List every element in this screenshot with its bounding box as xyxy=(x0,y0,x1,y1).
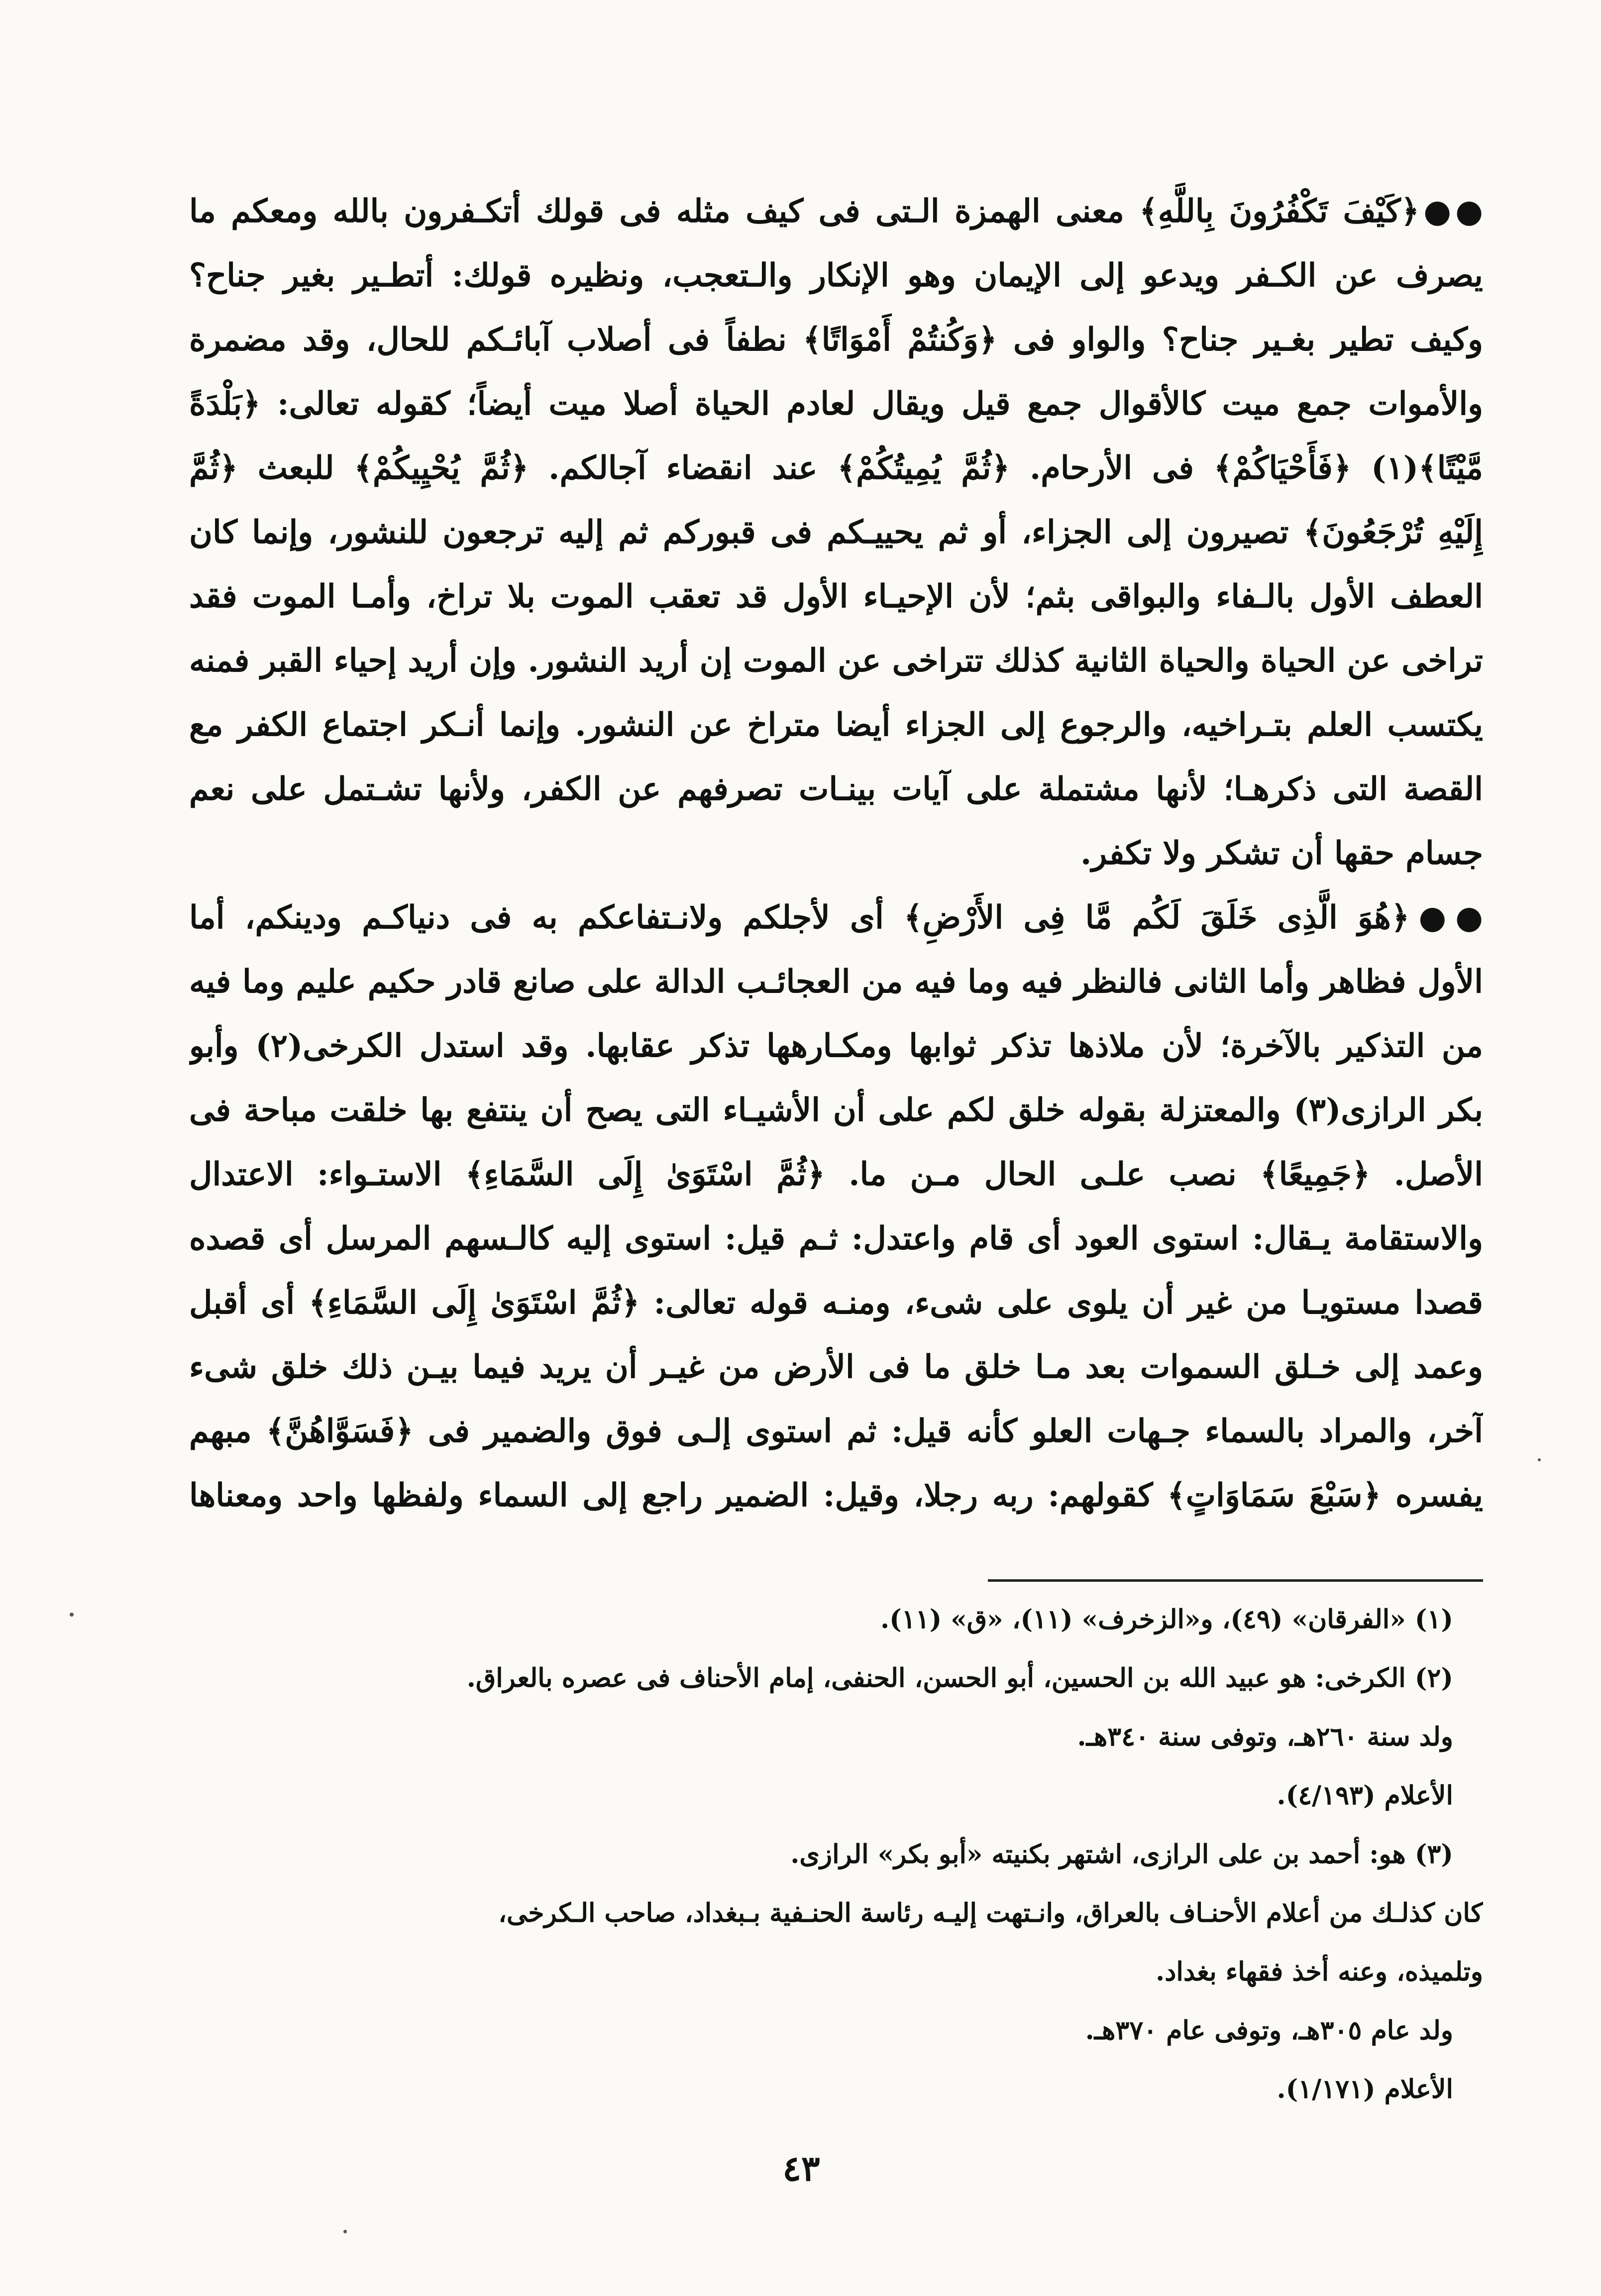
text-line: القصة التى ذكرهـا؛ لأنها مشتملة على آيات بينـات تصرفهم عن الكفر، ولأنها تشـتمل على نعم xyxy=(189,770,1483,808)
footnote-line: ولد سنة ٢٦٠هـ، وتوفى سنة ٣٤٠هـ. xyxy=(1077,1722,1453,1752)
text-line: قصدا مستويـا من غير أن يلوى على شىء، ومنـه قوله تعالى: ﴿ثُمَّ اسْتَوَىٰ إِلَى السَّمَاءِ﴾ أى أقبل xyxy=(189,1284,1483,1321)
text-line: يصرف عن الكـفر ويدعو إلى الإيمان وهو الإنكار والـتعجب، ونظيره قولك: أتطـير بغير جناح؟ xyxy=(189,257,1483,294)
text-line: والأموات جمع ميت كالأقوال جمع قيل ويقال لعادم الحياة أصلا ميت أيضاً؛ كقوله تعالى: ﴿بَلْدَةً xyxy=(189,385,1483,423)
footnote-line: (٢) الكرخى: هو عبيد الله بن الحسين، أبو الحسن، الحنفى، إمام الأحناف فى عصره بالعراق. xyxy=(466,1663,1453,1693)
footnote-line: وتلميذه، وعنه أخذ فقهاء بغداد. xyxy=(1156,1957,1483,1987)
text-line: يكتسب العلم بتـراخيه، والرجوع إلى الجزاء أيضا متراخ عن النشور. وإنما أنـكر اجتماع الكفر مع xyxy=(189,706,1483,744)
footnote-line: (٣) هو: أحمد بن على الرازى، اشتهر بكنيته «أبو بكر» الرازى. xyxy=(790,1839,1453,1869)
footnote-line: ولد عام ٣٠٥هـ، وتوفى عام ٣٧٠هـ. xyxy=(1085,2015,1453,2046)
footnote-line: الأعلام (٤/١٩٣). xyxy=(1277,1780,1453,1811)
scan-speck xyxy=(1538,1458,1541,1461)
paragraph-2 xyxy=(189,885,1483,1528)
paragraph-1 xyxy=(189,179,1483,885)
footnote-line: (١) «الفرقان» (٤٩)، و«الزخرف» (١١)، «ق» (١١). xyxy=(880,1604,1453,1635)
text-line: الأصل. ﴿جَمِيعًا﴾ نصب علـى الحال مـن ما. ﴿ثُمَّ اسْتَوَىٰ إِلَى السَّمَاءِ﴾ الاستـواء: الاعتدال xyxy=(189,1156,1483,1193)
page-number: ٤٣ xyxy=(782,2148,820,2189)
text-line: يفسره ﴿سَبْعَ سَمَاوَاتٍ﴾ كقولهم: ربه رجلا، وقيل: الضمير راجع إلى السماء ولفظها واحد ومعناها xyxy=(189,1477,1483,1514)
footnotes xyxy=(189,1590,1483,2119)
text-line: وكيف تطير بغـير جناح؟ والواو فى ﴿وَكُنتُمْ أَمْوَاتًا﴾ نطفاً فى أصلاب آبائـكم للحال، وقد مضمرة xyxy=(189,321,1483,358)
text-line: من التذكير بالآخرة؛ لأن ملاذها تذكر ثوابها ومكـارهها تذكر عقابها. وقد استدل الكرخى(٢) وأبو xyxy=(189,1027,1483,1065)
text-line: ●●﴿هُوَ الَّذِى خَلَقَ لَكُم مَّا فِى الأَرْضِ﴾ أى لأجلكم ولانـتفاعكم به فى دنياكـم ودينكم، أما xyxy=(189,899,1483,936)
footnote-line: كان كذلـك من أعلام الأحنـاف بالعراق، وانـتهت إليـه رئاسة الحنـفية بـبغداد، صاحب الـكرخى، xyxy=(498,1898,1483,1928)
scan-speck xyxy=(70,1613,74,1617)
text-line: مَّيْتًا﴾(١) ﴿فَأَحْيَاكُمْ﴾ فى الأرحام. ﴿ثُمَّ يُمِيتُكُمْ﴾ عند انقضاء آجالكم. ﴿ثُمَّ يُحْيِيكُمْ﴾ للبعث ﴿ثُمَّ xyxy=(189,449,1483,487)
text-line-last: جسام حقها أن تشكر ولا تكفر. xyxy=(1080,835,1483,872)
text-line: بكر الرازى(٣) والمعتزلة بقوله خلق لكم على أن الأشيـاء التى يصح أن ينتفع بها خلقت مباحة فى xyxy=(189,1092,1483,1129)
text-line: وعمد إلى خـلق السموات بعد مـا خلق ما فى الأرض من غيـر أن يريد فيما بيـن ذلك خلق شىء xyxy=(189,1348,1483,1386)
text-line: إِلَيْهِ تُرْجَعُونَ﴾ تصيرون إلى الجزاء، أو ثم يحييـكم فى قبوركم ثم إليه ترجعون للنشور، وإنما كان xyxy=(189,514,1483,551)
text-line: والاستقامة يـقال: استوى العود أى قام واعتدل: ثـم قيل: استوى إليه كالـسهم المرسل أى قصده xyxy=(189,1220,1483,1257)
scan-speck xyxy=(343,2230,347,2233)
text-line: ●●﴿كَيْفَ تَكْفُرُونَ بِاللَّهِ﴾ معنى الهمزة الـتى فى كيف مثله فى قولك أتكـفرون بالله ومعكم ما xyxy=(189,193,1483,230)
text-line: آخر، والمراد بالسماء جـهات العلو كأنه قيل: ثم استوى إلـى فوق والضمير فى ﴿فَسَوَّاهُنَّ﴾ مبهم xyxy=(189,1413,1483,1450)
main-text xyxy=(189,179,1483,1528)
text-line: الأول فظاهر وأما الثانى فالنظر فيه وما فيه من العجائـب الدالة على صانع قادر حكيم عليم وما فيه xyxy=(189,963,1483,1000)
text-line: تراخى عن الحياة والحياة الثانية كذلك تتراخى عن الموت إن أريد النشور. وإن أريد إحياء القبر فمنه xyxy=(189,642,1483,679)
text-line: العطف الأول بالـفاء والبواقى بثم؛ لأن الإحيـاء الأول قد تعقب الموت بلا تراخ، وأمـا الموت فقد xyxy=(189,578,1483,615)
footnote-line: الأعلام (١/١٧١). xyxy=(1277,2074,1453,2104)
footnote-separator xyxy=(988,1579,1483,1582)
